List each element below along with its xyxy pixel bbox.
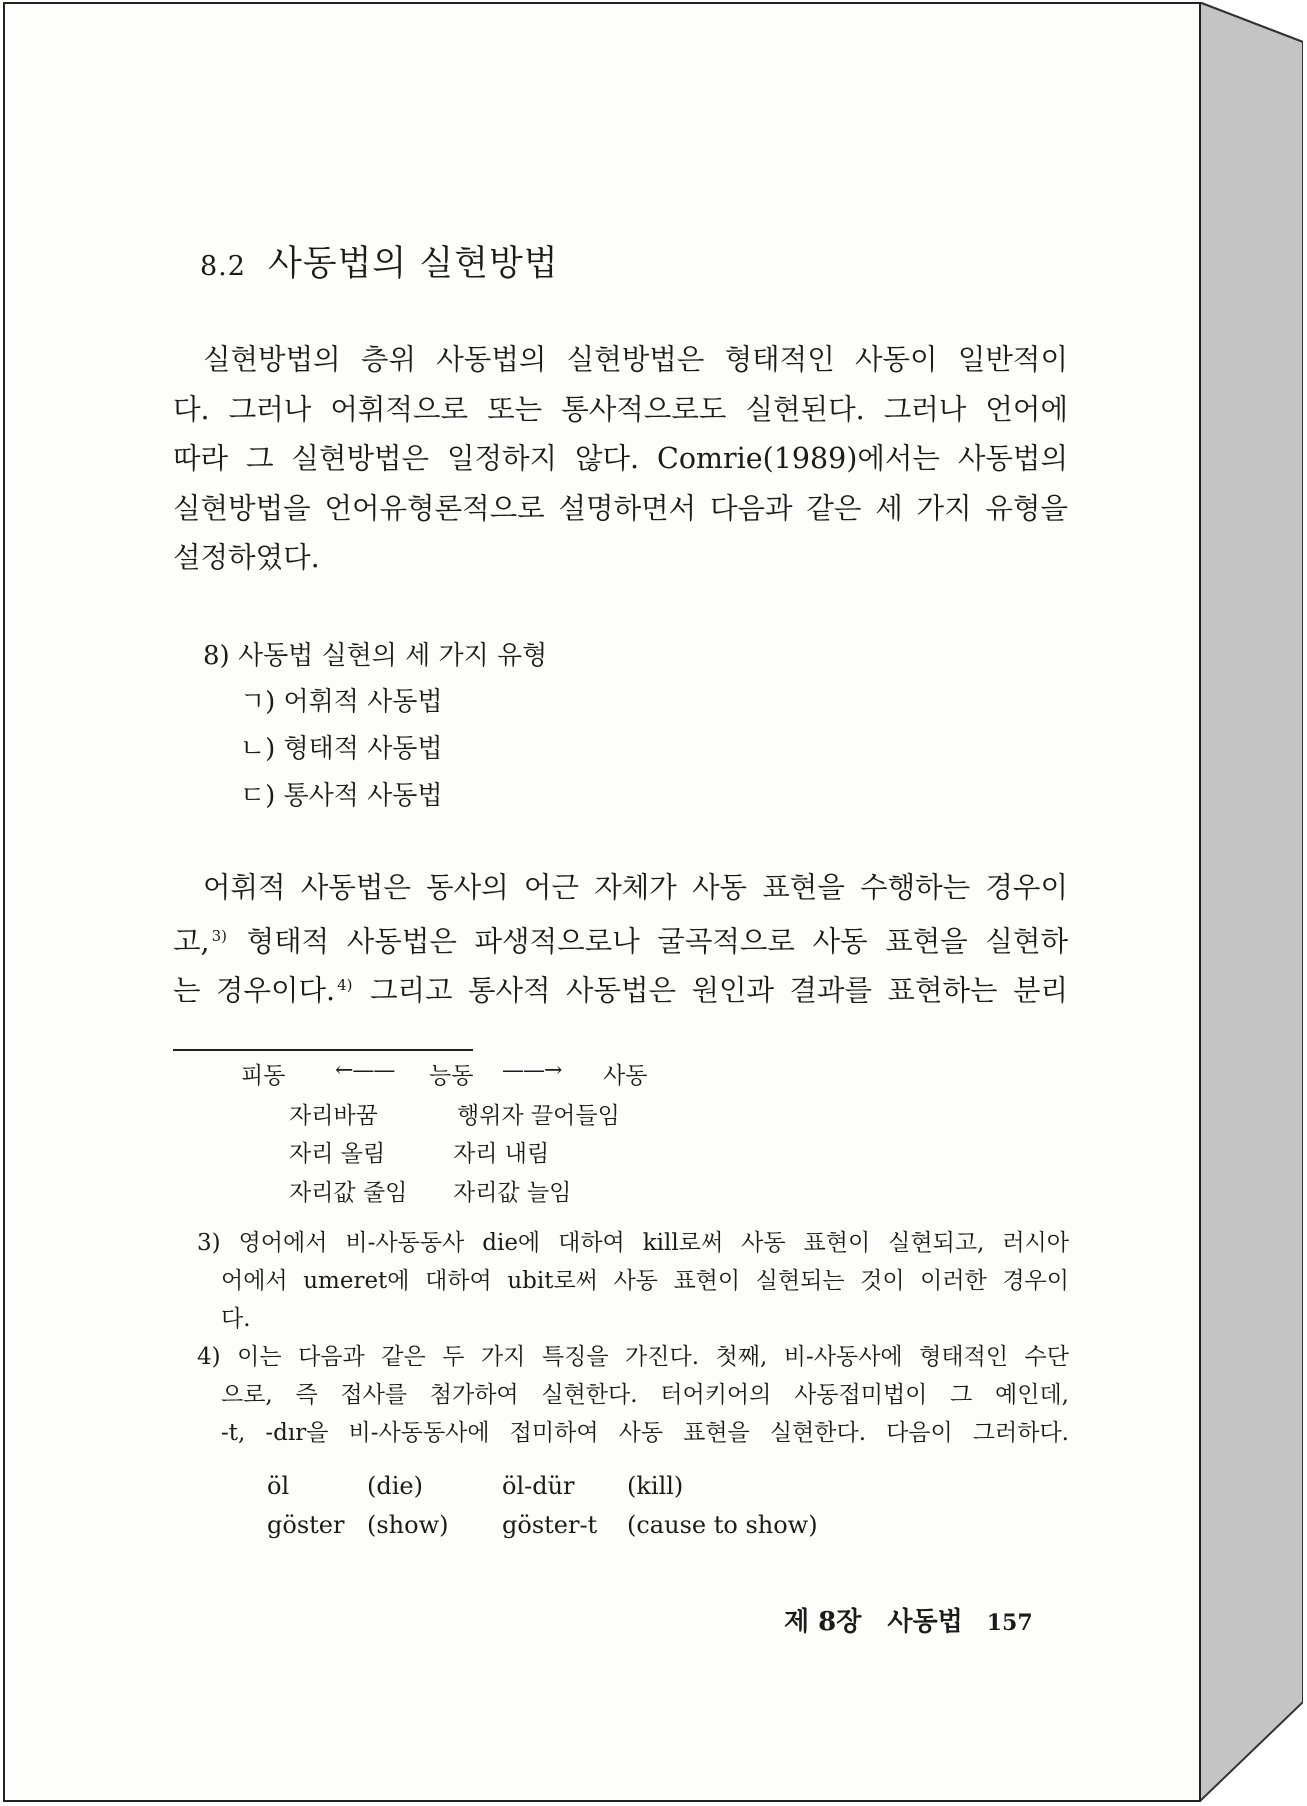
example-gloss: (show): [367, 1511, 449, 1539]
example-verb: göster: [267, 1511, 345, 1539]
footer-chapter: 제 8장: [784, 1607, 862, 1637]
footnote-ref-3: 3): [211, 927, 227, 945]
footnote-4: [197, 1338, 1069, 1452]
footnote-line: 어에서 umeret에 대하여 ubit로써 사동 표현이 실현되는 것이 이러한 경우이: [221, 1268, 1069, 1294]
paragraph-1: [173, 335, 1068, 583]
paragraph-2: [173, 863, 1068, 1010]
example-causative-gloss: (kill): [627, 1472, 684, 1500]
section-number: 8.2: [200, 251, 246, 282]
footnote-separator: [173, 1049, 473, 1051]
list-item: ㄱ) 어휘적 사동법: [240, 687, 443, 717]
diagram-col2-item: 자리값 늘임: [453, 1180, 572, 1206]
diagram-col1-item: 자리 올림: [289, 1141, 386, 1167]
book-spine: [1199, 2, 1303, 1802]
diagram-col2-item: 행위자 끌어들임: [457, 1103, 620, 1129]
para1-line: 실현방법의 층위 사동법의 실현방법은 형태적인 사동이 일반적이: [203, 343, 1068, 376]
diagram-col1-item: 자리바꿈: [289, 1103, 378, 1129]
arrow-right-icon: ——→: [502, 1058, 562, 1083]
para2-text: 그리고 통사적 사동법은 원인과 결과를 표현하는 분리: [369, 974, 1069, 1007]
para1-line: 따라 그 실현방법은 일정하지 않다. Comrie(1989)에서는 사동법의: [173, 442, 1068, 475]
diagram-col2-item: 자리 내림: [453, 1141, 550, 1167]
example-causative: öl-dür: [502, 1472, 575, 1500]
footnote-line: 3) 영어에서 비-사동동사 die에 대하여 kill로써 사동 표현이 실현되고, 러시아: [197, 1230, 1069, 1256]
arrow-left-icon: ←——: [335, 1058, 395, 1083]
para1-line: 설정하였다.: [173, 541, 320, 574]
section-heading: [200, 236, 559, 286]
footnote-line: 4) 이는 다음과 같은 두 가지 특징을 가진다. 첫째, 비-사동사에 형태적인 수단: [197, 1344, 1069, 1370]
example-8-list: [203, 635, 547, 822]
footnote-line: -t, -dır을 비-사동동사에 접미하여 사동 표현을 실현한다. 다음이 그러하다.: [221, 1420, 1069, 1446]
section-title: 사동법의 실현방법: [267, 244, 559, 284]
diagram-passive: 피동: [241, 1063, 286, 1089]
list-item: ㄷ) 통사적 사동법: [240, 781, 443, 811]
example-causative: göster-t: [502, 1511, 598, 1539]
para1-line: 실현방법을 언어유형론적으로 설명하면서 다음과 같은 세 가지 유형을: [173, 491, 1068, 525]
para2-text: 고,: [173, 925, 210, 958]
para1-line: 다. 그러나 어휘적으로 또는 통사적으로도 실현된다. 그러나 언어에: [173, 392, 1068, 426]
example-gloss: (die): [367, 1472, 423, 1500]
para2-text: 는 경우이다.: [173, 974, 336, 1007]
diagram-causative: 사동: [603, 1063, 648, 1089]
para2-text: 형태적 사동법은 파생적으로나 굴곡적으로 사동 표현을 실현하: [246, 925, 1069, 958]
para2-line: 어휘적 사동법은 동사의 어근 자체가 사동 표현을 수행하는 경우이: [203, 871, 1068, 904]
example-heading: 8) 사동법 실현의 세 가지 유형: [203, 641, 548, 671]
footnote-ref-4: 4): [337, 976, 353, 994]
running-footer: [784, 1601, 1033, 1638]
footer-title: 사동법: [887, 1607, 963, 1637]
para2-line: [173, 961, 1068, 1010]
footnote-3: [197, 1224, 1069, 1338]
diagram-active: 능동: [429, 1063, 474, 1089]
example-verb: öl: [267, 1472, 290, 1500]
footnote-line: 다.: [221, 1306, 251, 1332]
page-number: 157: [986, 1610, 1033, 1636]
diagram-col1-item: 자리값 줄임: [289, 1180, 408, 1206]
para2-line: [173, 912, 1068, 961]
list-item: ㄴ) 형태적 사동법: [240, 734, 443, 764]
book-page: [3, 2, 1201, 1802]
example-causative-gloss: (cause to show): [627, 1511, 818, 1539]
footnote-line: 으로, 즉 접사를 첨가하여 실현한다. 터어키어의 사동접미법이 그 예인데,: [221, 1382, 1069, 1408]
